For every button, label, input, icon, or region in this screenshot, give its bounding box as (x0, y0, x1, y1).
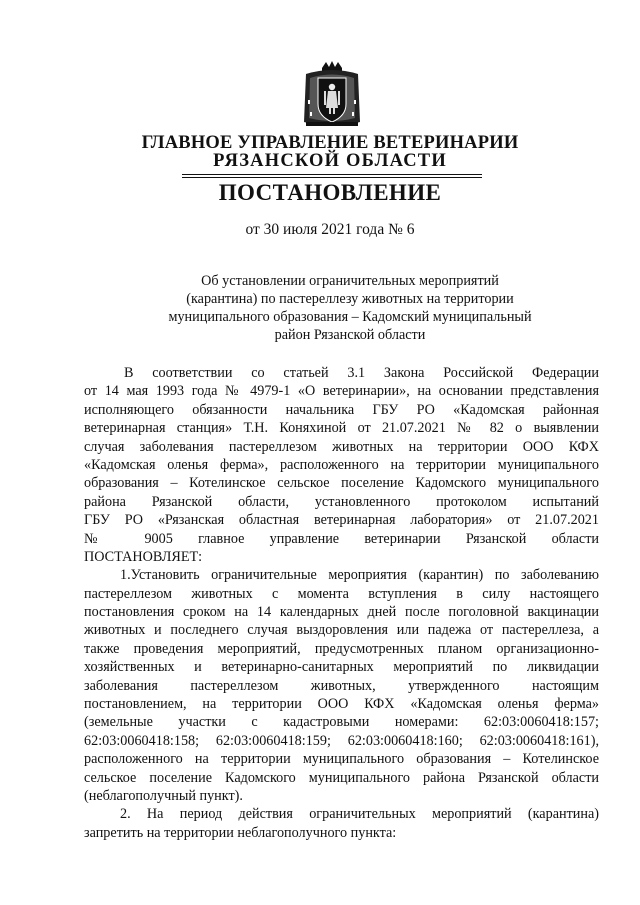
preamble-line: В соответствии со статьей 3.1 Закона Российской Федерации (124, 365, 599, 381)
preamble-line: исполняющего обязанности начальника ГБУ РО «Кадомская районная (84, 401, 599, 418)
preamble-line: от 14 мая 1993 года № 4979-1 «О ветеринарии», на основании представления (84, 383, 599, 400)
preamble-line: района Рязанской области, установленного протоколом испытаний (84, 493, 599, 510)
header-divider-top (182, 174, 482, 175)
item1-line: животных и последнего случая выздоровления или падежа от пастереллеза, а (84, 622, 599, 639)
item1-line: сельское поселение Кадомского муниципального района Рязанской области (84, 769, 599, 786)
subject-line: Об установлении ограничительных мероприятий (201, 273, 499, 289)
item1-line: (неблагополучный пункт). (84, 787, 243, 804)
subject-line: (карантина) по пастереллезу животных на территории (186, 291, 514, 307)
org-name-line2: РЯЗАНСКОЙ ОБЛАСТИ (213, 151, 447, 171)
item1-line: постановления сроком на 14 календарных дней после поголовной вакцинации (84, 604, 599, 621)
item1-line: пастереллезом животных с момента вступления в силу настоящего (84, 585, 599, 602)
preamble-line: ГБУ РО «Рязанская областная ветеринарная лаборатория» от 21.07.2021 (84, 512, 599, 529)
item1-line: 62:03:0060418:158; 62:03:0060418:159; 62:03:0060418:160; 62:03:0060418:161), (84, 732, 599, 749)
preamble-line: «Кадомская оленья ферма», расположенного на территории муниципального (84, 456, 599, 473)
document-subject (150, 272, 550, 344)
item1-line: расположенного на территории муниципального образования – Котелинское (84, 751, 599, 768)
document-type: ПОСТАНОВЛЕНИЕ (218, 180, 442, 205)
preamble-line: случая заболевания пастереллезом животных на территории ООО КФХ (84, 438, 599, 455)
document-date-number: от 30 июля 2021 года № 6 (245, 221, 415, 238)
item1-line: заболевания пастереллезом животных, утвержденного настоящим (84, 677, 599, 694)
preamble-line: ветеринарная станция» Т.Н. Коняхиной от 21.07.2021 № 82 о выявлении (84, 420, 599, 437)
decree-keyword: ПОСТАНОВЛЯЕТ: (84, 548, 203, 565)
item1-line: также проведения мероприятий, предусмотренных планом организационно- (84, 640, 599, 657)
subject-line: муниципального образования – Кадомский муниципальный (168, 309, 532, 325)
preamble-line: образования – Котелинское сельское поселение Кадомского муниципального (84, 475, 599, 492)
item2-line: запретить на территории неблагополучного пункта: (84, 824, 397, 841)
ryazan-coat-of-arms-icon (300, 60, 364, 132)
item1-line: 1.Установить ограничительные мероприятия (карантин) по заболеванию (120, 567, 599, 584)
item1-line: хозяйственных и ветеринарно-санитарных мероприятий по ликвидации (84, 659, 599, 676)
item2-line: 2. На период действия ограничительных мероприятий (карантина) (120, 806, 599, 823)
item1-line: (земельные участки с кадастровыми номерами: 62:03:0060418:157; (84, 714, 599, 731)
org-name-line1: ГЛАВНОЕ УПРАВЛЕНИЕ ВЕТЕРИНАРИИ (141, 133, 519, 153)
preamble-line: № 9005 главное управление ветеринарии Рязанской области (84, 530, 599, 547)
document-body (84, 364, 599, 842)
item1-line: постановлением, на территории ООО КФХ «Кадомская оленья ферма» (84, 696, 599, 713)
subject-line: район Рязанской области (274, 327, 426, 343)
